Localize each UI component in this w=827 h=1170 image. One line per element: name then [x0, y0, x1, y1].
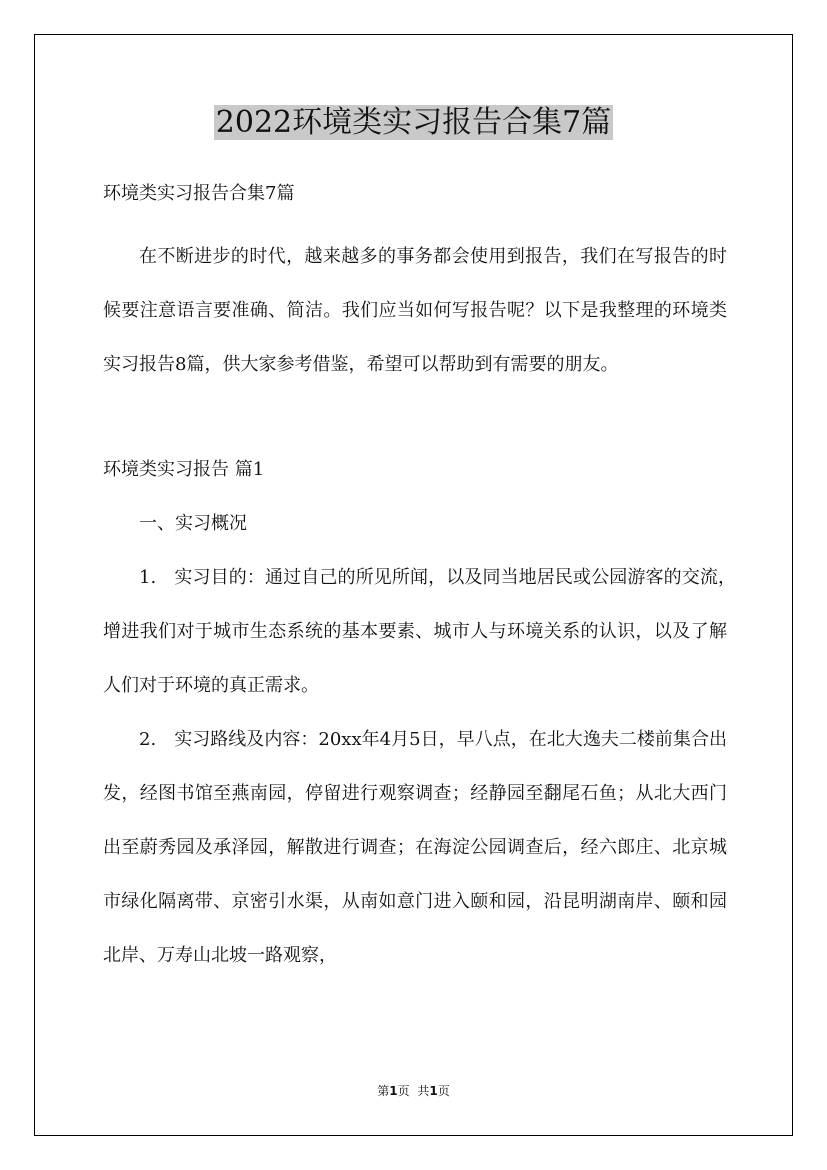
document-subtitle: 环境类实习报告合集7篇 — [103, 183, 295, 204]
document-title-text: 2022环境类实习报告合集7篇 — [215, 105, 612, 140]
footer-page-prefix: 第 — [377, 1084, 390, 1098]
intro-paragraph: 在不断进步的时代，越来越多的事务都会使用到报告，我们在写报告的时候要注意语言要准确、简洁。我们应当如何写报告呢？以下是我整理的环境类实习报告8篇，供大家参考借鉴，希望可以帮助到有需要的朋友。 — [103, 246, 727, 375]
overview-heading: 一、实习概况 — [139, 513, 247, 534]
footer-total-suffix: 页 — [437, 1084, 450, 1098]
footer-total-number: 1 — [429, 1084, 438, 1098]
footer-total-prefix: 共 — [417, 1084, 430, 1098]
section-spacer — [103, 392, 727, 443]
document-title — [0, 100, 827, 146]
purpose-paragraph: 1. 实习目的：通过自己的所见所闻，以及同当地居民或公园游客的交流， 增进我们对于城市生态系统的基本要素、城市人与环境关系的认识，以及了解人们对于环境的真正需求。 — [103, 567, 745, 696]
footer-page-number: 1 — [389, 1084, 398, 1098]
footer-page-suffix: 页 — [397, 1084, 410, 1098]
section-heading: 环境类实习报告 篇1 — [103, 459, 265, 480]
document-body — [103, 175, 745, 983]
page-footer — [0, 1082, 827, 1100]
route-paragraph: 2. 实习路线及内容：20xx年4月5日，早八点，在北大逸夫二楼前集合出发，经图书馆至燕南园，停留进行观察调查；经静园至翻尾石鱼；从北大西门出至蔚秀园及承泽园，解散进行调查；在海淀公园调查后，经六郎庄、北京城市绿化隔离带、京密引水渠，从南如意门进入颐和园，沿昆明湖南岸、颐和园北岸、万寿山北坡一路观察， — [103, 729, 727, 966]
